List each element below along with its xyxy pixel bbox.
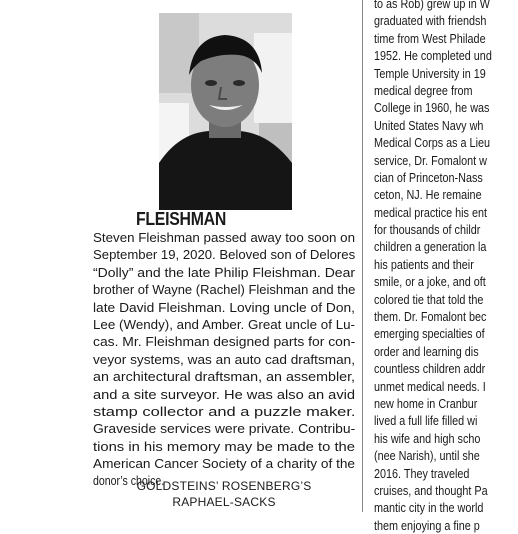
body-line: stamp collector and a puzzle maker. xyxy=(93,403,356,419)
body-line: cian of Princeton-Nass xyxy=(374,169,483,185)
body-line: graduated with friendsh xyxy=(374,13,487,29)
body-line: countless children addr xyxy=(374,361,486,377)
body-line: late David Fleishman. Loving uncle of Don, xyxy=(93,299,355,315)
body-line: mantic city in the world xyxy=(374,500,484,516)
body-line: United States Navy wh xyxy=(374,117,484,133)
body-line: lived a full life filled wi xyxy=(374,413,478,429)
body-line: an architectural draftsman, an assembler, xyxy=(93,369,355,385)
obituary-body xyxy=(93,229,355,490)
body-line: order and learning dis xyxy=(374,343,479,359)
body-line: College in 1960, he was xyxy=(374,100,490,116)
body-line: donor’s choice. xyxy=(93,473,165,489)
funeral-home xyxy=(93,478,355,510)
body-line: unmet medical needs. I xyxy=(374,378,486,394)
body-line: medical degree from xyxy=(374,82,473,98)
funeral-home-line: GOLDSTEINS’ ROSENBERG’S xyxy=(136,479,312,493)
body-line: service, Dr. Fomalont w xyxy=(374,152,487,168)
obituary-name: FLEISHMAN xyxy=(135,209,227,229)
body-line: smile, or a joke, and oft xyxy=(374,274,486,290)
body-line: colored tie that told the xyxy=(374,291,484,307)
body-line: 1952. He completed und xyxy=(374,48,492,64)
body-line: Medical Corps as a Lieu xyxy=(374,135,491,151)
body-line: Steven Fleishman passed away too soon on xyxy=(93,230,355,245)
body-line: new home in Cranbur xyxy=(374,395,478,411)
body-line: brother of Wayne (Rachel) Fleishman and the xyxy=(93,282,356,298)
body-line: children a generation la xyxy=(374,239,487,255)
body-line: them enjoying a fine p xyxy=(374,517,480,533)
body-line: veyor systems, was an auto cad draftsman, xyxy=(93,351,355,367)
body-line: ceton, NJ. He remaine xyxy=(374,187,482,203)
column-divider xyxy=(362,0,363,512)
body-line: 2016. They traveled xyxy=(374,465,470,481)
body-line: “Dolly” and the late Philip Fleishman. Dear xyxy=(93,264,356,280)
body-line: time from West Philade xyxy=(374,30,486,46)
portrait-photo xyxy=(159,13,292,210)
body-line: September 19, 2020. Beloved son of Delores xyxy=(93,247,356,263)
body-line: his wife and high scho xyxy=(374,430,481,446)
body-line: Temple University in 19 xyxy=(374,65,486,81)
body-line: American Cancer Society of a charity of the xyxy=(93,456,355,472)
body-line: cruises, and thought Pa xyxy=(374,482,488,498)
body-line: and a site surveyor. He was also an avid xyxy=(93,386,356,402)
body-line: tions in his memory may be made to the xyxy=(93,438,355,454)
body-line: his patients and their xyxy=(374,256,474,272)
body-line: to as Rob) grew up in W xyxy=(374,0,491,11)
body-line: for thousands of childr xyxy=(374,222,481,238)
body-line: medical practice his ent xyxy=(374,204,488,220)
body-line: Lee (Wendy), and Amber. Great uncle of Lu- xyxy=(93,316,355,332)
funeral-home-line: RAPHAEL-SACKS xyxy=(172,495,276,509)
body-line: Graveside services were private. Contribu- xyxy=(93,421,356,437)
obituary-fomalont-excerpt xyxy=(374,0,512,533)
body-line: cas. Mr. Fleishman designed parts for con- xyxy=(93,334,356,350)
body-line: (nee Narish), until she xyxy=(374,448,480,464)
body-line: emerging specialties of xyxy=(374,326,485,342)
body-line: them. Dr. Fomalont bec xyxy=(374,309,487,325)
